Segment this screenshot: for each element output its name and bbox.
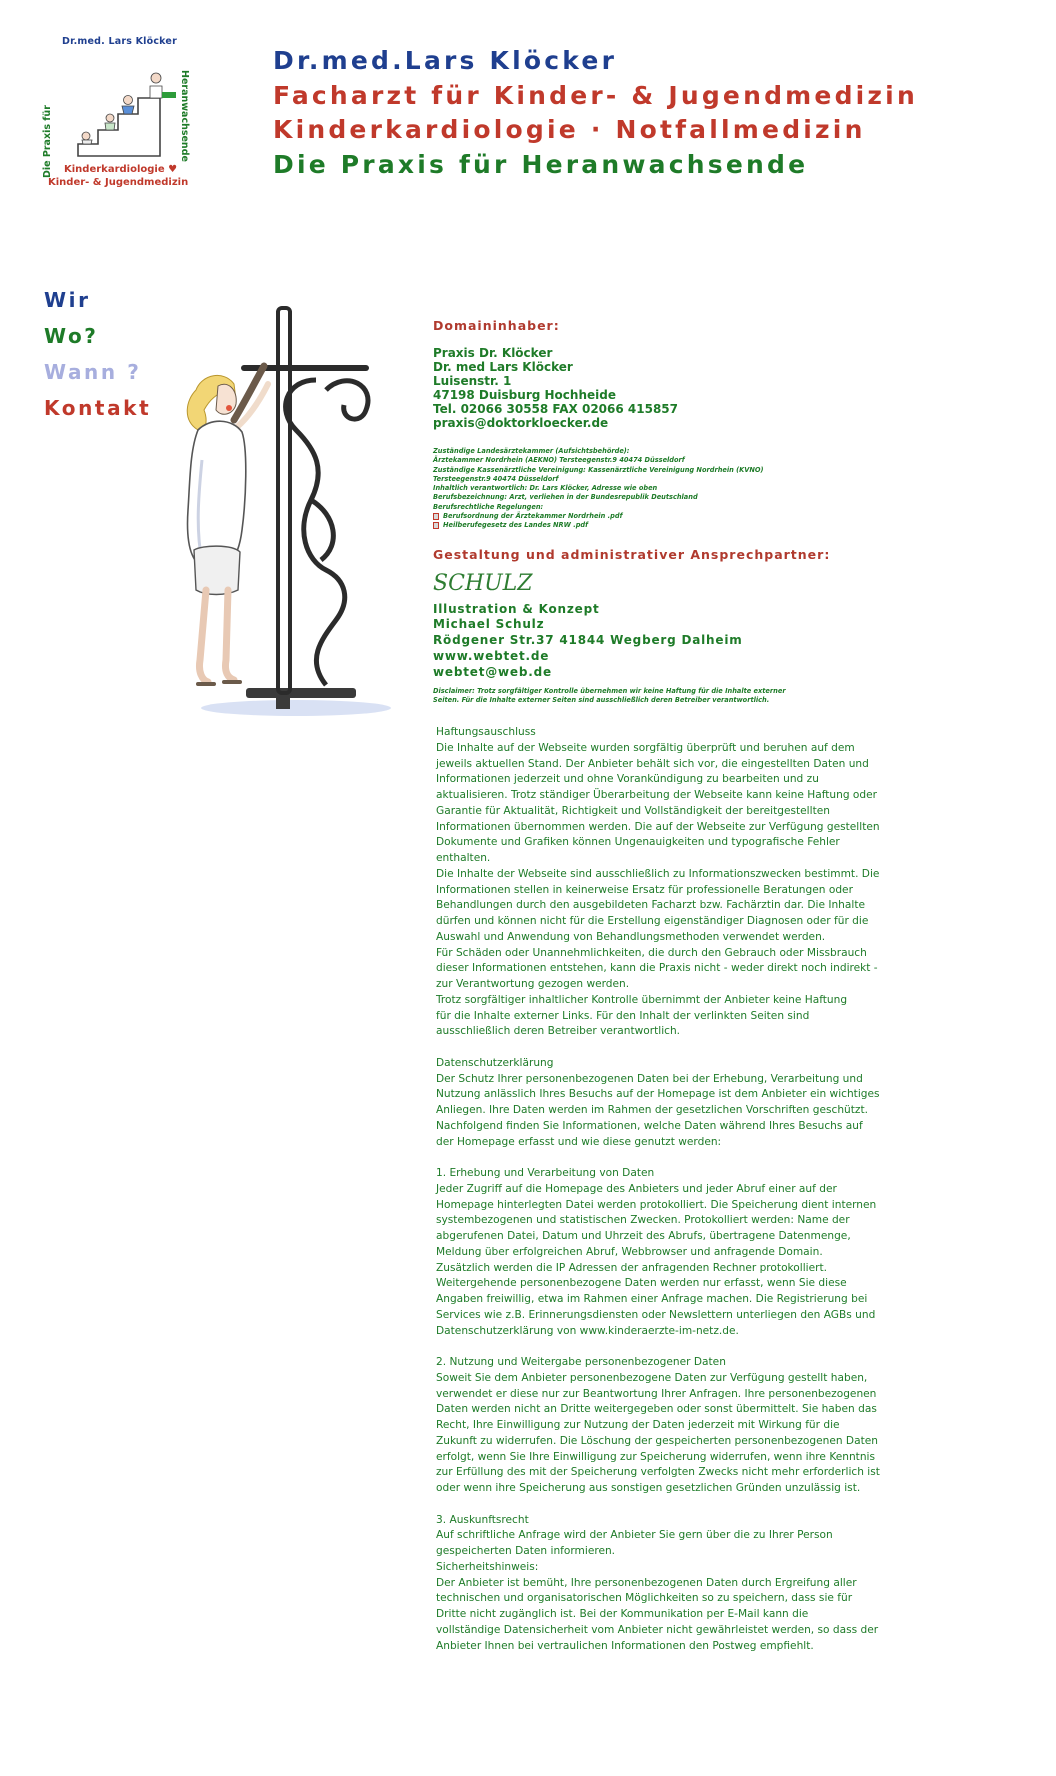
schulz-signature-icon (433, 568, 553, 598)
regulatory-line: Berufsbezeichnung: Arzt, verliehen in der Bundesrepublik Deutschland (433, 493, 698, 502)
legal-line: Auswahl und Anwendung von Behandlungsmethoden verwendet werden. (436, 930, 826, 943)
nav-wo[interactable]: Wo? (44, 324, 99, 348)
site-header (273, 44, 918, 182)
designer-contact (433, 602, 1033, 681)
legal-line: Meldung über erfolgreichen Abruf, Webbrowser und anfragende Domain. (436, 1245, 823, 1258)
legal-line: vollständige Datensicherheit vom Anbieter nicht gewährleistet werden, so dass der (436, 1623, 879, 1636)
contact-line: Michael Schulz (433, 617, 545, 632)
legal-line: Auf schriftliche Anfrage wird der Anbieter Sie gern über die zu Ihrer Person (436, 1529, 833, 1542)
logo-subtitle-jugendmedizin: Kinder- & Jugendmedizin (48, 177, 189, 188)
address-line: Praxis Dr. Klöcker (433, 346, 553, 360)
legal-line: der Homepage erfasst und wie diese genutzt werden: (436, 1135, 722, 1148)
legal-line: Behandlungen durch den ausgebildeten Facharzt bzw. Fachärztin dar. Die Inhalte (436, 899, 865, 912)
regulatory-info (433, 447, 1033, 531)
legal-line: Weitergehende personenbezogene Daten werden nur erfasst, wenn Sie diese (436, 1277, 847, 1290)
regulatory-line: Ärztekammer Nordrhein (AEKNO) Tersteegenstr.9 40474 Düsseldorf (433, 456, 685, 465)
legal-line: Nachfolgend finden Sie Informationen, welche Daten während Ihres Besuchs auf (436, 1119, 863, 1132)
legal-line: Dokumente und Grafiken können Ungenauigkeiten und typografische Fehler (436, 836, 840, 849)
logo-vertical-left: Die Praxis für (42, 105, 53, 178)
legal-line: 3. Auskunftsrecht (436, 1513, 529, 1526)
nav-wir[interactable]: Wir (44, 288, 91, 312)
legal-line: Haftungsauschluss (436, 726, 536, 738)
nav-wann[interactable]: Wann ? (44, 360, 142, 384)
imprint-block (433, 318, 1033, 705)
header-doctor-name: Dr.med.Lars Klöcker (273, 46, 618, 75)
design-contact-title: Gestaltung und administrativer Ansprechpartner: (433, 546, 831, 562)
practice-email-link[interactable]: praxis@doktorkloecker.de (433, 416, 609, 430)
legal-line: dürfen und können nicht für die Erstellung eigenständiger Diagnosen oder für die (436, 915, 869, 927)
legal-line: Nutzung anlässlich Ihres Besuchs auf der Homepage ist dem Anbieter ein wichtiges (436, 1088, 880, 1101)
owner-address (433, 346, 1033, 430)
legal-line: technischen und organisatorischen Möglichkeiten so zu speichern, dass sie für (436, 1592, 853, 1605)
legal-line: Trotz sorgfältiger inhaltlicher Kontrolle übernimmt der Anbieter keine Haftung (436, 993, 848, 1006)
practice-logo[interactable] (40, 30, 200, 200)
legal-text (436, 725, 884, 1654)
legal-line: Services wie z.B. Erinnerungsdiensten oder Newslettern unterliegen den AGBs und (436, 1308, 876, 1321)
heart-icon: ♥ (168, 164, 178, 175)
legal-line: Anbieter Ihnen bei vertraulichen Informationen den Postweg empfiehlt. (436, 1639, 814, 1652)
legal-line: zur Erfüllung des mit der Speicherung verfolgten Zwecks nicht mehr erforderlich ist (436, 1466, 880, 1479)
legal-line: Zukunft zu widerrufen. Die Löschung der gespeicherten personenbezogenen Daten (436, 1434, 878, 1447)
regulatory-line: Berufsrechtliche Regelungen: (433, 502, 544, 511)
legal-line: systembezogenen und statistischen Zwecken. Protokolliert werden: Name der (436, 1214, 850, 1227)
logo-name: Dr.med. Lars Klöcker (62, 36, 177, 47)
legal-line: Die Inhalte auf der Webseite wurden sorgfältig überprüft und beruhen auf dem (436, 741, 855, 754)
regulatory-line: Inhaltlich verantwortlich: Dr. Lars Klöcker, Adresse wie oben (433, 484, 658, 493)
legal-line: Anliegen. Ihre Daten werden im Rahmen der gesetzlichen Vorschriften geschützt. (436, 1104, 869, 1116)
logo-vertical-right: Heranwachsende (179, 70, 190, 162)
legal-line: oder wenn ihre Speicherung aus sonstigen gesetzlichen Gründen unzulässig ist. (436, 1482, 861, 1494)
legal-line: zur Verantwortung gezogen werden. (436, 978, 630, 990)
legal-line: Homepage hinterlegten Datei werden protokolliert. Die Speicherung dient internen (436, 1198, 877, 1211)
legal-line: Die Inhalte der Webseite sind ausschließlich zu Informationszwecken bestimmt. Die (436, 867, 880, 880)
contact-line: Illustration & Konzept (433, 601, 600, 616)
legal-line (436, 1497, 884, 1513)
disclaimer-line: Disclaimer: Trotz sorgfältiger Kontrolle übernehmen wir keine Haftung für die Inhalte externer (433, 686, 786, 695)
nav-kontakt[interactable]: Kontakt (44, 396, 152, 420)
legal-line: Informationen jederzeit und ohne Vorankündigung zu bearbeiten und zu (436, 773, 819, 786)
legal-line: Daten werden nicht an Dritte weitergegeben oder sonst übermittelt. Sie haben das (436, 1403, 877, 1416)
legal-line: ausschließlich deren Betreiber verantwortlich. (436, 1025, 681, 1038)
contact-line: Rödgener Str.37 41844 Wegberg Dalheim (433, 633, 743, 648)
legal-line: Informationen stellen in keinerweise Ersatz für professionelle Beratungen oder (436, 883, 853, 896)
legal-line: Soweit Sie dem Anbieter personenbezogene Daten zur Verfügung gestellt haben, (436, 1371, 868, 1384)
legal-line: verwendet er diese nur zur Beantwortung Ihrer Anfragen. Ihre personenbezogenen (436, 1387, 877, 1400)
legal-line: Der Schutz Ihrer personenbezogenen Daten bei der Erhebung, Verarbeitung und (436, 1072, 863, 1085)
header-specialty: Facharzt für Kinder- & Jugendmedizin (273, 80, 918, 110)
legal-line: jeweils aktuellen Stand. Der Anbieter behält sich vor, die eingestellten Daten und (436, 757, 869, 770)
legal-line: abgerufenen Datei, Datum und Uhrzeit des Abrufs, übertragene Datenmenge, (436, 1230, 851, 1242)
legal-line (436, 1150, 884, 1166)
legal-line: Sicherheitshinweis: (436, 1560, 539, 1573)
header-subspecialty: Kinderkardiologie · Notfallmedizin (273, 115, 866, 144)
designer-website-link[interactable]: www.webtet.de (433, 649, 550, 664)
legal-line: Datenschutzerklärung (436, 1056, 554, 1069)
legal-line: Der Anbieter ist bemüht, Ihre personenbezogenen Daten durch Ergreifung aller (436, 1576, 857, 1589)
woman-with-paragraph-sign-illustration (176, 300, 396, 720)
legal-line: aktualisieren. Trotz ständiger Überarbeitung der Webseite kann keine Haftung oder (436, 789, 877, 801)
legal-line: für die Inhalte externer Links. Für den Inhalt der verlinkten Seiten sind (436, 1009, 810, 1022)
legal-line: gespeicherten Daten informieren. (436, 1545, 616, 1557)
disclaimer-line: Seiten. Für die Inhalte externer Seiten sind ausschließlich deren Betreiber verantwortlich. (433, 695, 770, 704)
address-line: 47198 Duisburg Hochheide (433, 388, 616, 402)
pdf-icon (433, 513, 439, 520)
legal-line: Recht, Ihre Einwilligung zur Nutzung der Daten jederzeit mit Wirkung für die (436, 1419, 840, 1431)
regulatory-line: Zuständige Landesärztekammer (Aufsichtsbehörde): (433, 447, 630, 455)
staircase-children-icon (70, 56, 180, 166)
header-slogan: Die Praxis für Heranwachsende (273, 149, 809, 179)
legal-line: 1. Erhebung und Verarbeitung von Daten (436, 1167, 655, 1179)
legal-line: erfolgt, wenn Sie Ihre Einwilligung zur Speicherung widerrufen, wenn ihre Kenntnis (436, 1450, 876, 1463)
legal-line (436, 1040, 884, 1056)
legal-line (436, 1339, 884, 1355)
address-line: Luisenstr. 1 (433, 374, 512, 388)
heilberufegesetz-pdf-link[interactable]: Heilberufegesetz des Landes NRW .pdf (433, 521, 1033, 530)
pdf-icon (433, 522, 439, 529)
designer-email-link[interactable]: webtet@web.de (433, 664, 552, 679)
legal-line: Für Schäden oder Unannehmlichkeiten, die durch den Gebrauch oder Missbrauch (436, 946, 867, 959)
legal-line: Angaben freiwillig, etwa im Rahmen einer Anfrage machen. Die Registrierung bei (436, 1293, 868, 1305)
legal-line: enthalten. (436, 852, 491, 864)
legal-line: Garantie für Aktualität, Richtigkeit und Vollständigkeit der bereitgestellten (436, 804, 830, 817)
legal-line: Datenschutzerklärung von www.kinderaerzte-im-netz.de. (436, 1324, 739, 1337)
legal-line: 2. Nutzung und Weitergabe personenbezogener Daten (436, 1356, 726, 1368)
disclaimer (433, 687, 1033, 706)
regulatory-line: Zuständige Kassenärztliche Vereinigung: Kassenärztliche Vereinigung Nordrhein (KVNO) (433, 465, 764, 474)
legal-line: Informationen übernommen werden. Die auf der Webseite zur Verfügung gestellten (436, 820, 880, 833)
legal-line: Zusätzlich werden die IP Adressen der anfragenden Rechner protokolliert. (436, 1261, 828, 1274)
main-navigation (44, 282, 151, 426)
legal-line: Dritte nicht zugänglich ist. Bei der Kommunikation per E-Mail kann die (436, 1608, 809, 1620)
regulatory-line: Tersteegenstr.9 40474 Düsseldorf (433, 474, 559, 483)
svg-text:SCHULZ: SCHULZ (433, 570, 533, 596)
legal-line: Jeder Zugriff auf die Homepage des Anbieters und jeder Abruf einer auf der (436, 1182, 837, 1195)
address-phone-fax: Tel. 02066 30558 FAX 02066 415857 (433, 402, 678, 416)
address-line: Dr. med Lars Klöcker (433, 360, 573, 374)
domain-owner-title: Domaininhaber: (433, 318, 560, 333)
berufsordnung-pdf-link[interactable]: Berufsordnung der Ärztekammer Nordrhein .pdf (433, 512, 1033, 521)
legal-line: dieser Informationen entstehen, kann die Praxis nicht - weder direkt noch indirekt - (436, 962, 878, 975)
logo-subtitle-kardiologie: Kinderkardiologie ♥ (64, 164, 178, 175)
